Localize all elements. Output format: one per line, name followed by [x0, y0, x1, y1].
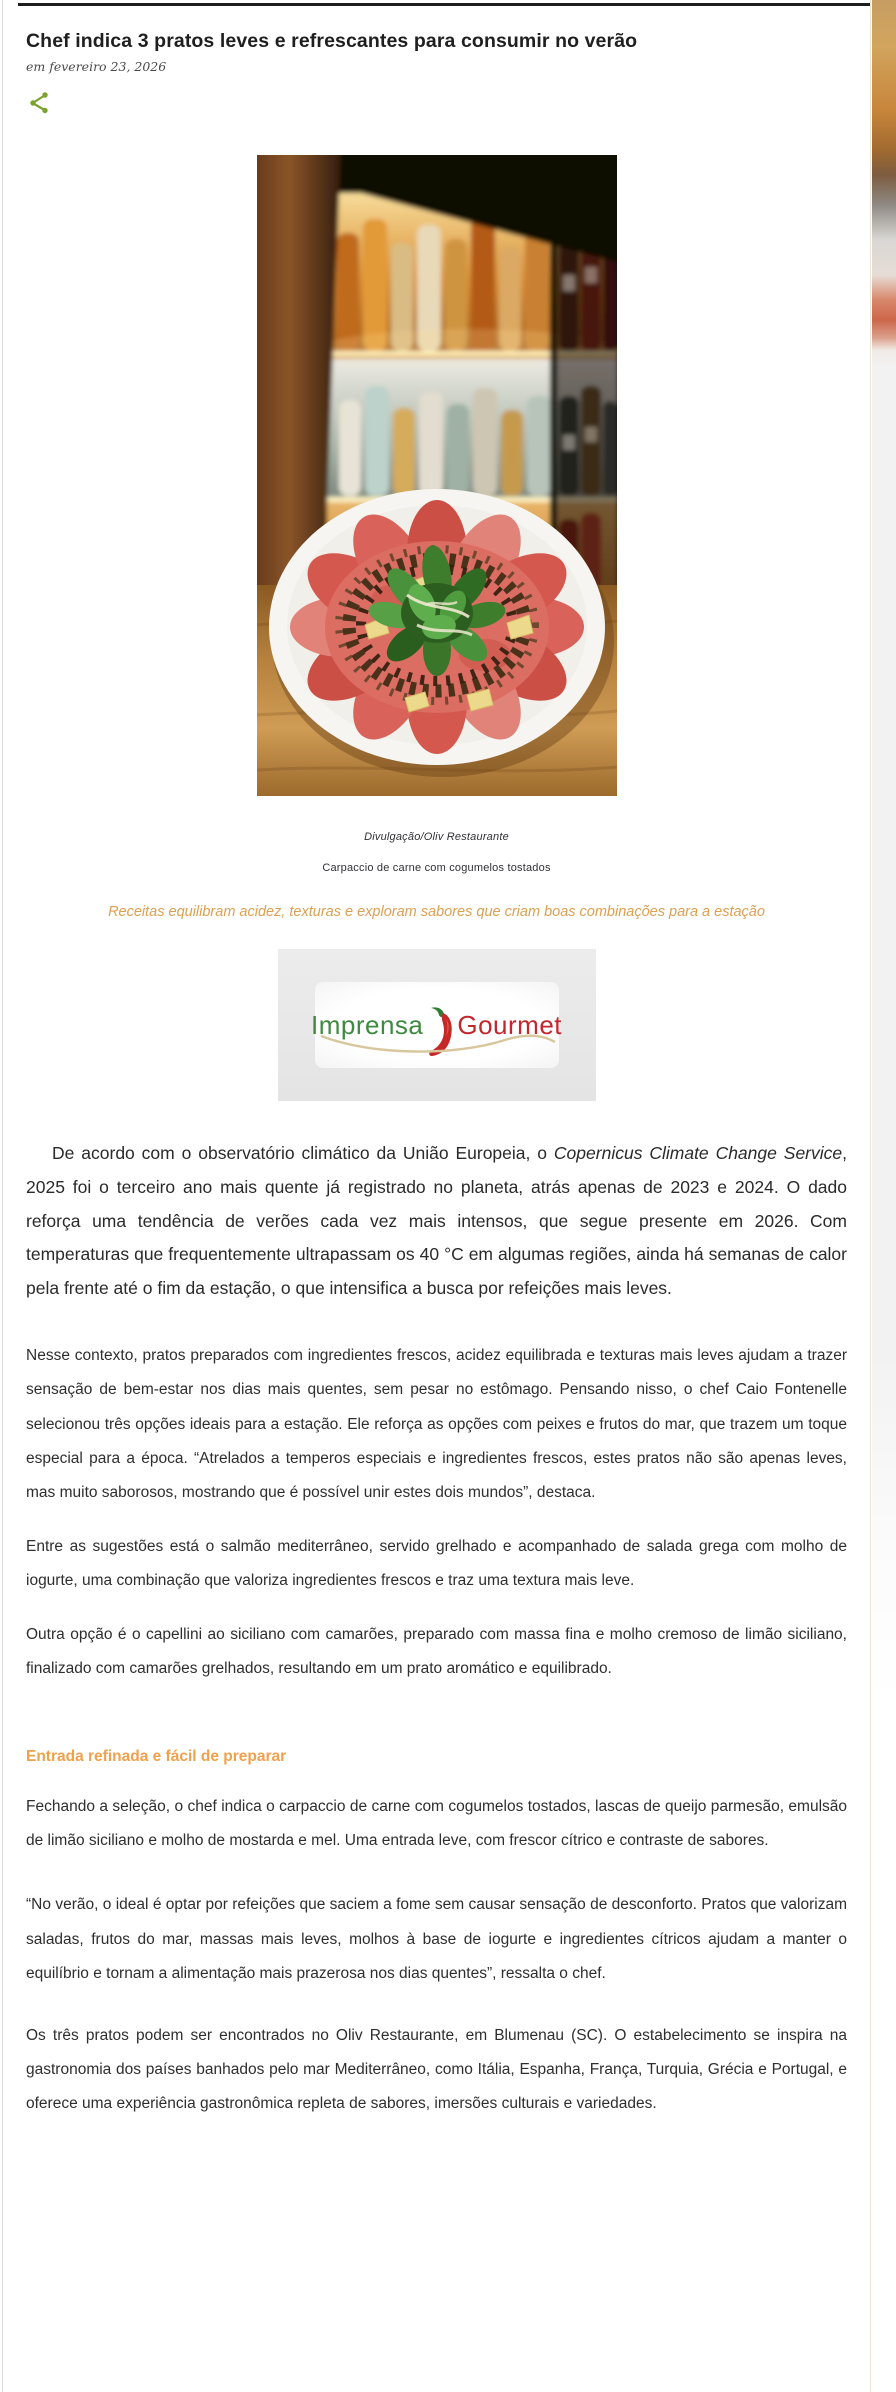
- photo-caption: Carpaccio de carne com cogumelos tostados: [322, 862, 551, 875]
- lead-text-after: , 2025 foi o terceiro ano mais quente já registrado no planeta, atrás apenas de 2023 e 2024. O dado reforça uma tendência de verões cada vez mais intensos, que segue presente em 2026. Com temperaturas que frequentemente ultrapassam os 40 °C em algumas regiões, ainda há semanas de calor pela frente até o fim da estação, o que intensifica a busca por refeições mais leves.: [26, 1143, 847, 1298]
- article-photo[interactable]: [257, 155, 617, 796]
- lead-paragraph: [26, 1137, 847, 1305]
- background-strip: [872, 0, 896, 2392]
- share-icon: [26, 103, 52, 118]
- logo-box: [278, 949, 596, 1101]
- article-paragraph: Entre as sugestões está o salmão mediterrâneo, servido grelhado e acompanhado de salada grega com molho de iogurte, uma combinação que valoriza ingredientes frescos e traz uma textura mais leve.: [26, 1537, 847, 1589]
- article-paragraph: Fechando a seleção, o chef indica o carpaccio de carne com cogumelos tostados, lascas de queijo parmesão, emulsão de limão siciliano e molho de mostarda e mel. Uma entrada leve, com frescor cítrico e contraste de sabores.: [26, 1798, 847, 1850]
- restaurant-photo-illustration: [257, 155, 617, 796]
- photo-credit: Divulgação/Oliv Restaurante: [364, 831, 509, 844]
- logo-swoosh: [315, 1030, 559, 1060]
- article-paragraph: Outra opção é o capellini ao siciliano com camarões, preparado com massa fina e molho cremoso de limão siciliano, finalizado com camarões grelhados, resultando em um prato aromático e equilibrado.: [26, 1626, 847, 1678]
- page-title: Chef indica 3 pratos leves e refrescantes para consumir no verão: [26, 30, 638, 52]
- article-date: em fevereiro 23, 2026: [26, 59, 167, 75]
- article-paragraph: “No verão, o ideal é optar por refeições que saciem a fome sem causar sensação de desconforto. Pratos que valorizam saladas, frutos do mar, massas mais leves, molhos à base de iogurte e ingredientes cítricos ajudam a manter o equilíbrio e tornam a alimentação mais prazerosa nos dias quentes”, ressalta o chef.: [26, 1896, 847, 1982]
- lead-text: De acordo com o observatório climático da União Europeia, o: [52, 1143, 554, 1164]
- logo-word-gourmet: Gourmet: [457, 1009, 563, 1040]
- top-divider: [18, 3, 870, 6]
- imprensa-gourmet-logo: [310, 982, 563, 1068]
- article-card: [2, 0, 871, 2392]
- article-paragraph: Nesse contexto, pratos preparados com ingredientes frescos, acidez equilibrada e texturas mais leves ajudam a trazer sensação de bem-estar nos dias mais quentes, sem pesar no estômago. Pensando nisso, o chef Caio Fontenelle selecionou três opções ideais para a estação. Ele reforça as opções com peixes e frutos do mar, que trazem um toque especial para a época. “Atrelados a temperos especiais e ingredientes frescos, estes pratos não são apenas leves, mas muito saborosos, mostrando que é possível unir estes dois mundos”, destaca.: [26, 1347, 847, 1501]
- share-button[interactable]: [26, 89, 52, 115]
- article-subtitle: Receitas equilibram acidez, texturas e exploram sabores que criam boas combinações para a estação: [108, 904, 765, 921]
- lead-emphasis: Copernicus Climate Change Service: [553, 1143, 843, 1164]
- article-figure: [26, 155, 847, 874]
- section-heading: Entrada refinada e fácil de preparar: [26, 1748, 287, 1766]
- article-paragraph: Os três pratos podem ser encontrados no Oliv Restaurante, em Blumenau (SC). O estabelecimento se inspira na gastronomia dos países banhados pelo mar Mediterrâneo, como Itália, Espanha, França, Turquia, Grécia e Portugal, e oferece uma experiência gastronômica repleta de sabores, imersões culturais e variedades.: [26, 2026, 847, 2112]
- logo-word-imprensa: Imprensa: [310, 1009, 424, 1040]
